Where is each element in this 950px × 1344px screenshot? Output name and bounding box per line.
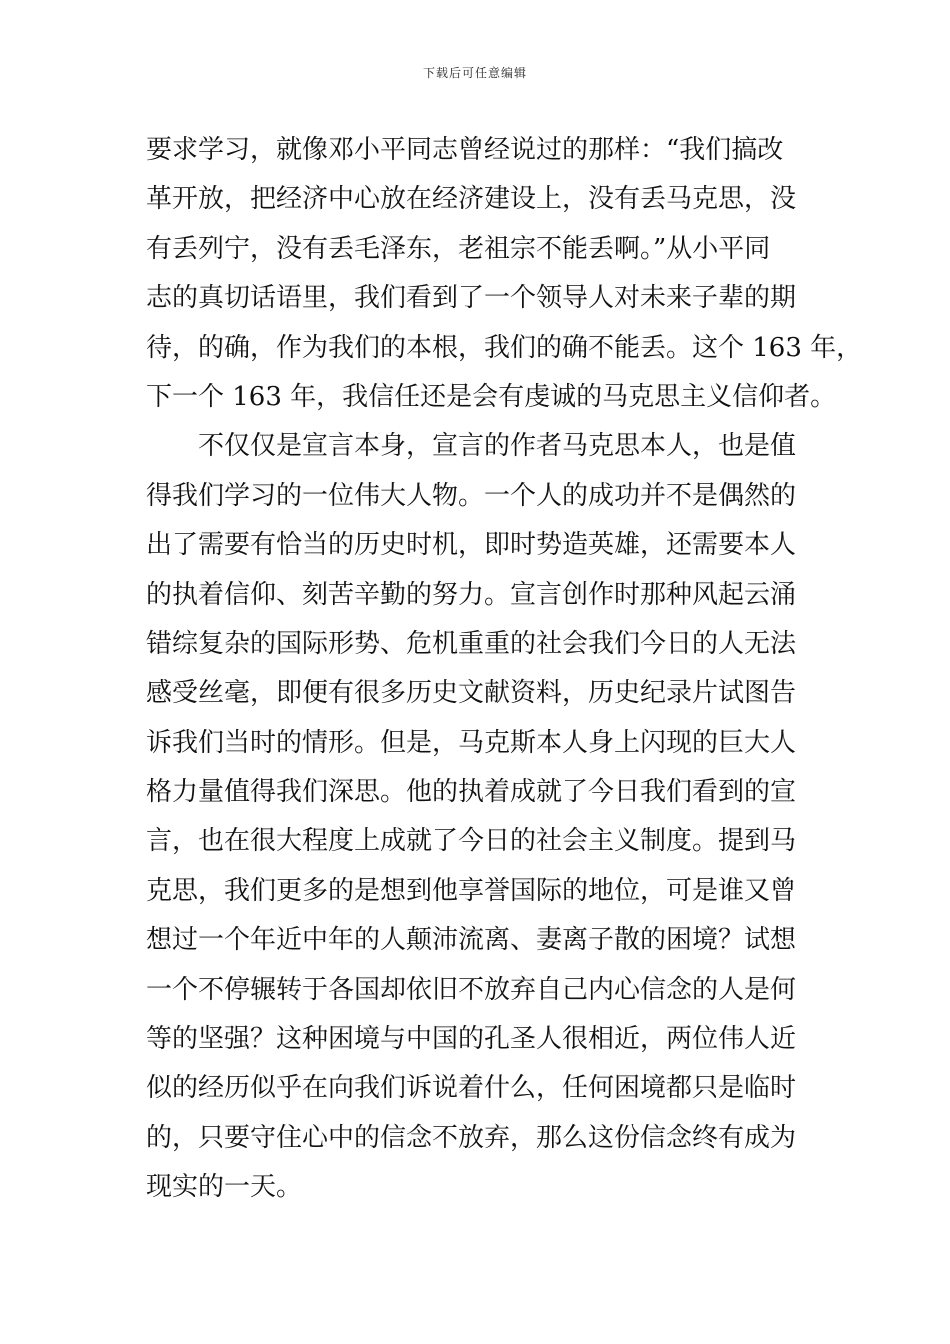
text-line: 志的真切话语里，我们看到了一个领导人对未来子辈的期 (146, 283, 797, 314)
text-line: 革开放，把经济中心放在经济建设上，没有丢马克思，没 (146, 184, 797, 215)
document-body (146, 126, 863, 1213)
text-line: 出了需要有恰当的历史时机，即时势造英雄，还需要本人 (146, 530, 797, 561)
text-line: 言，也在很大程度上成就了今日的社会主义制度。提到马 (146, 826, 797, 857)
text-line: 似的经历似乎在向我们诉说着什么，任何困境都只是临时 (146, 1073, 797, 1104)
text-line: 的执着信仰、刻苦辛勤的努力。宣言创作时那种风起云涌 (146, 579, 797, 610)
text-line: 得我们学习的一位伟大人物。一个人的成功并不是偶然的 (146, 480, 797, 511)
text-line: 现实的一天。 (146, 1172, 303, 1203)
text-line: 格力量值得我们深思。他的执着成就了今日我们看到的宣 (146, 777, 797, 808)
text-line: 错综复杂的国际形势、危机重重的社会我们今日的人无法 (146, 628, 797, 659)
text-line: 感受丝毫，即便有很多历史文献资料，历史纪录片试图告 (146, 678, 797, 709)
page-header: 下载后可任意编辑 (422, 66, 527, 80)
paragraph-start-line: 不仅仅是宣言本身，宣言的作者马克思本人，也是值 (146, 431, 797, 462)
text-line: 待，的确，作为我们的本根，我们的确不能丢。这个 163 年， (146, 332, 863, 363)
text-line: 一个不停辗转于各国却依旧不放弃自己内心信念的人是何 (146, 974, 797, 1005)
text-line: 的，只要守住心中的信念不放弃，那么这份信念终有成为 (146, 1122, 797, 1153)
text-line: 想过一个年近中年的人颠沛流离、妻离子散的困境？试想 (146, 925, 797, 956)
text-line: 要求学习，就像邓小平同志曾经说过的那样：“我们搞改 (146, 135, 784, 165)
text-line: 克思，我们更多的是想到他享誉国际的地位，可是谁又曾 (146, 875, 797, 906)
text-line: 有丢列宁，没有丢毛泽东，老祖宗不能丢啊。”从小平同 (146, 233, 771, 264)
text-line: 等的坚强？这种困境与中国的孔圣人很相近，两位伟人近 (146, 1024, 797, 1055)
text-line: 下一个 163 年，我信任还是会有虔诚的马克思主义信仰者。 (146, 381, 837, 412)
text-line: 诉我们当时的情形。但是，马克斯本人身上闪现的巨大人 (146, 727, 797, 758)
